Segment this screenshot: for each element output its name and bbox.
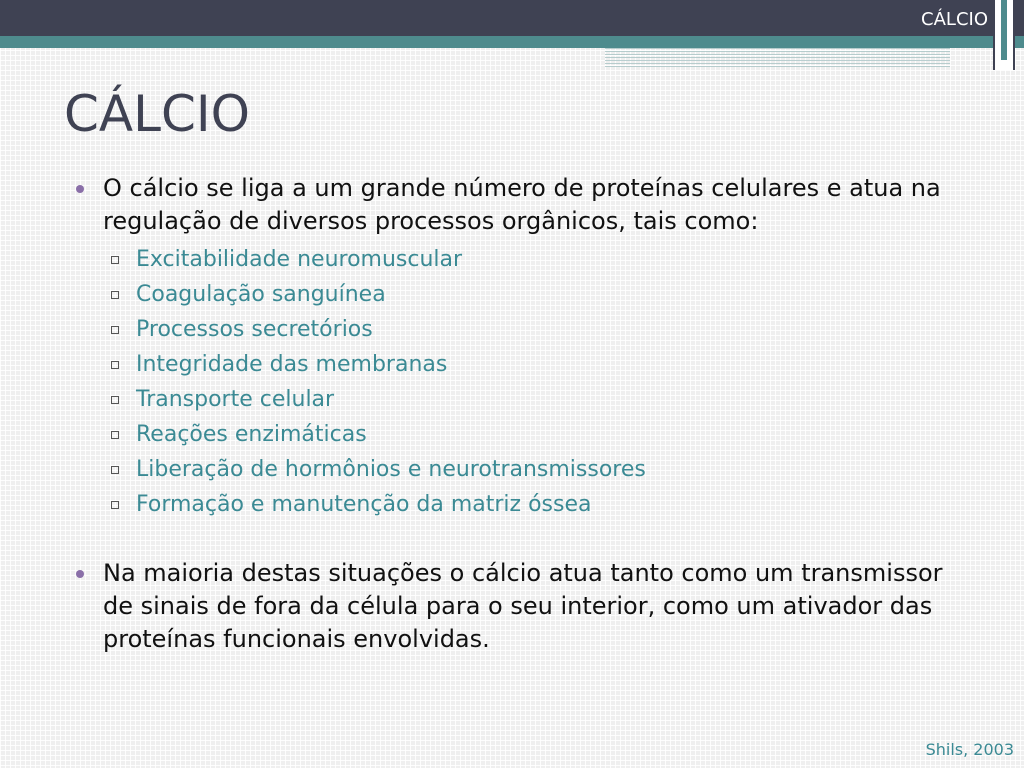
corner-tab-stripe	[1001, 0, 1007, 60]
square-bullet-icon	[111, 396, 119, 404]
sub-item	[76, 312, 976, 347]
sub-item-text: Reações enzimáticas	[136, 422, 367, 447]
square-bullet-icon	[111, 256, 119, 264]
bullet-item	[76, 557, 976, 656]
header-label: CÁLCIO	[921, 9, 988, 30]
square-bullet-icon	[111, 431, 119, 439]
sub-item	[76, 347, 976, 382]
sub-list	[76, 242, 976, 522]
sub-item	[76, 417, 976, 452]
sub-item-text: Transporte celular	[136, 387, 335, 412]
sub-item-text: Coagulação sanguínea	[136, 282, 386, 307]
bullet-text: Na maioria destas situações o cálcio atua tanto como um transmissor de sinais de fora da célula para o seu interior, como um ativador das proteínas funcionais envolvidas.	[103, 559, 943, 653]
square-bullet-icon	[111, 361, 119, 369]
sub-item-text: Integridade das membranas	[136, 352, 448, 377]
sub-item	[76, 487, 976, 522]
slide-content	[76, 172, 976, 656]
slide-title: CÁLCIO	[64, 85, 250, 143]
bullet-dot-icon	[76, 185, 84, 193]
sub-item-text: Liberação de hormônios e neurotransmissores	[136, 457, 646, 482]
sub-item-text: Excitabilidade neuromuscular	[136, 247, 463, 272]
accent-band	[0, 36, 1024, 48]
header-bar	[0, 0, 1024, 36]
sub-item	[76, 382, 976, 417]
sub-item	[76, 277, 976, 312]
bullet-text: O cálcio se liga a um grande número de proteínas celulares e atua na regulação de diversos processos orgânicos, tais como:	[103, 174, 941, 235]
sub-item	[76, 242, 976, 277]
bullet-item	[76, 172, 976, 238]
sub-item-text: Processos secretórios	[136, 317, 373, 342]
square-bullet-icon	[111, 501, 119, 509]
decorative-stripes	[605, 48, 950, 68]
bullet-dot-icon	[76, 570, 84, 578]
square-bullet-icon	[111, 466, 119, 474]
sub-item-text: Formação e manutenção da matriz óssea	[136, 492, 592, 517]
sub-item	[76, 452, 976, 487]
citation: Shils, 2003	[925, 740, 1014, 759]
square-bullet-icon	[111, 291, 119, 299]
square-bullet-icon	[111, 326, 119, 334]
